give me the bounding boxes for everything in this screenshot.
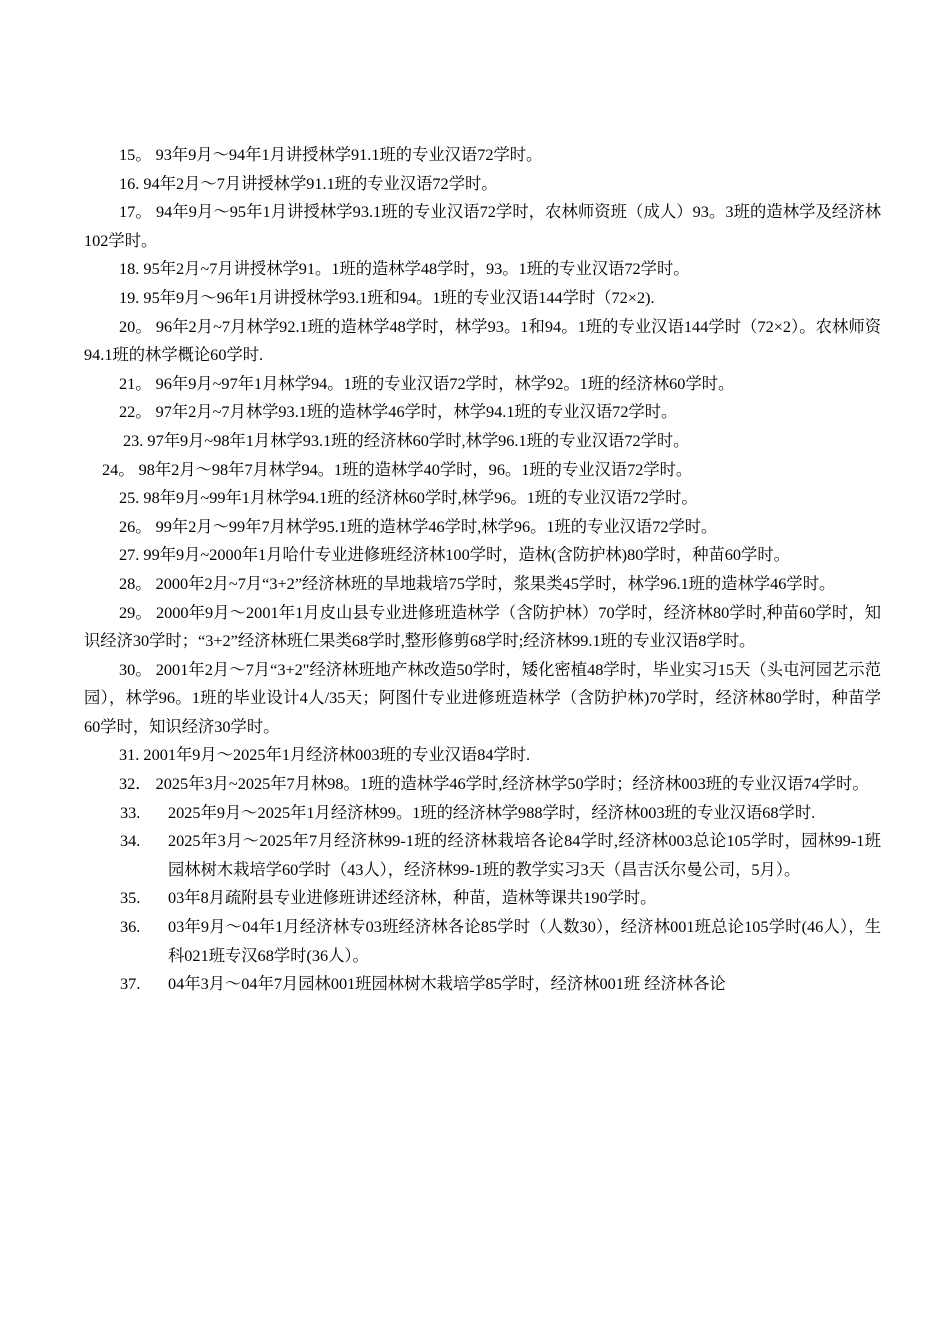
paragraph-32: 32． 2025年3月~2025年7月林98。1班的造林学46学时,经济林学50学时；经济林003班的专业汉语74学时。 <box>119 774 869 794</box>
paragraph-15: 15。 93年9月～94年1月讲授林学91.1班的专业汉语72学时。 <box>119 145 543 164</box>
item-text: 03年9月～04年1月经济林专03班经济林各论85学时（人数30），经济林001班总论105学时(46人），生科021班专汉68学时(36人）。 <box>168 917 881 965</box>
paragraph-16: 16. 94年2月～7月讲授林学91.1班的专业汉语72学时。 <box>119 173 498 193</box>
item-text: 04年3月～04年7月园林001班园林树木栽培学85学时，经济林001班 经济林各论 <box>168 974 726 994</box>
paragraph-25: 25. 98年9月~99年1月林学94.1班的经济林60学时,林学96。1班的专业汉语72学时。 <box>119 488 698 508</box>
item-number: 35. <box>120 888 141 908</box>
paragraph-20: 20。 96年2月~7月林学92.1班的造林学48学时，林学93。1和94。1班的专业汉语144学时（72×2）。农林师资94.1班的林学概论60学时. <box>84 316 881 365</box>
document-body <box>84 141 881 999</box>
paragraph-18: 18. 95年2月~7月讲授林学91。1班的造林学48学时，93。1班的专业汉语72学时。 <box>119 259 690 279</box>
paragraph-26: 26。 99年2月～99年7月林学95.1班的造林学46学时,林学96。1班的专业汉语72学时。 <box>119 516 718 536</box>
item-text: 03年8月疏附县专业进修班讲述经济林，种苗，造林等课共190学时。 <box>168 888 657 908</box>
numbered-item-33 <box>84 799 881 828</box>
paragraph-24: 24。 98年2月～98年7月林学94。1班的造林学40学时，96。1班的专业汉语72学时。 <box>102 459 693 479</box>
item-number: 34. <box>120 831 141 851</box>
item-number: 37. <box>120 974 141 994</box>
numbered-item-37 <box>84 970 881 999</box>
paragraph-30: 30。 2001年2月～7月“3+2"经济林班地产林改造50学时，矮化密植48学时，毕业实习15天（头屯河园艺示范园），林学96。1班的毕业设计4人/35天；阿图什专业进修班造林学（含防护林)70学时，经济林80学时，种苗学60学时，知识经济30学时。 <box>84 659 881 736</box>
paragraph-23: 23. 97年9月~98年1月林学93.1班的经济林60学时,林学96.1班的专业汉语72学时。 <box>123 430 690 450</box>
numbered-item-36 <box>84 913 881 970</box>
paragraph-31: 31. 2001年9月～2025年1月经济林003班的专业汉语84学时. <box>119 745 531 765</box>
paragraph-19: 19. 95年9月～96年1月讲授林学93.1班和94。1班的专业汉语144学时（72×2). <box>119 287 655 307</box>
numbered-item-35 <box>84 884 881 913</box>
item-number: 36. <box>120 917 141 937</box>
numbered-item-34 <box>84 827 881 884</box>
paragraph-27: 27. 99年9月~2000年1月哈什专业进修班经济林100学时，造林(含防护林)80学时，种苗60学时。 <box>119 545 790 565</box>
paragraph-17: 17。 94年9月～95年1月讲授林学93.1班的专业汉语72学时，农林师资班（成人）93。3班的造林学及经济林102学时。 <box>84 202 881 250</box>
item-text: 2025年9月～2025年1月经济林99。1班的经济林学988学时，经济林003班的专业汉语68学时. <box>168 802 816 822</box>
item-number: 33. <box>120 802 141 822</box>
paragraph-28: 28。 2000年2月~7月“3+2”经济林班的旱地栽培75学时，浆果类45学时，林学96.1班的造林学46学时。 <box>119 573 836 593</box>
paragraph-21: 21。 96年9月~97年1月林学94。1班的专业汉语72学时，林学92。1班的经济林60学时。 <box>119 373 735 393</box>
item-text: 2025年3月～2025年7月经济林99-1班的经济林栽培各论84学时,经济林003总论105学时，园林99-1班园林树木栽培学60学时（43人），经济林99-1班的教学实习3天（昌吉沃尔曼公司，5月）。 <box>168 831 881 879</box>
paragraph-22: 22。 97年2月~7月林学93.1班的造林学46学时，林学94.1班的专业汉语72学时。 <box>119 402 678 422</box>
paragraph-29: 29。 2000年9月～2001年1月皮山县专业进修班造林学（含防护林）70学时，经济林80学时,种苗60学时，知识经济30学时；“3+2”经济林班仁果类68学时,整形修剪68学时;经济林99.1班的专业汉语8学时。 <box>84 602 881 651</box>
